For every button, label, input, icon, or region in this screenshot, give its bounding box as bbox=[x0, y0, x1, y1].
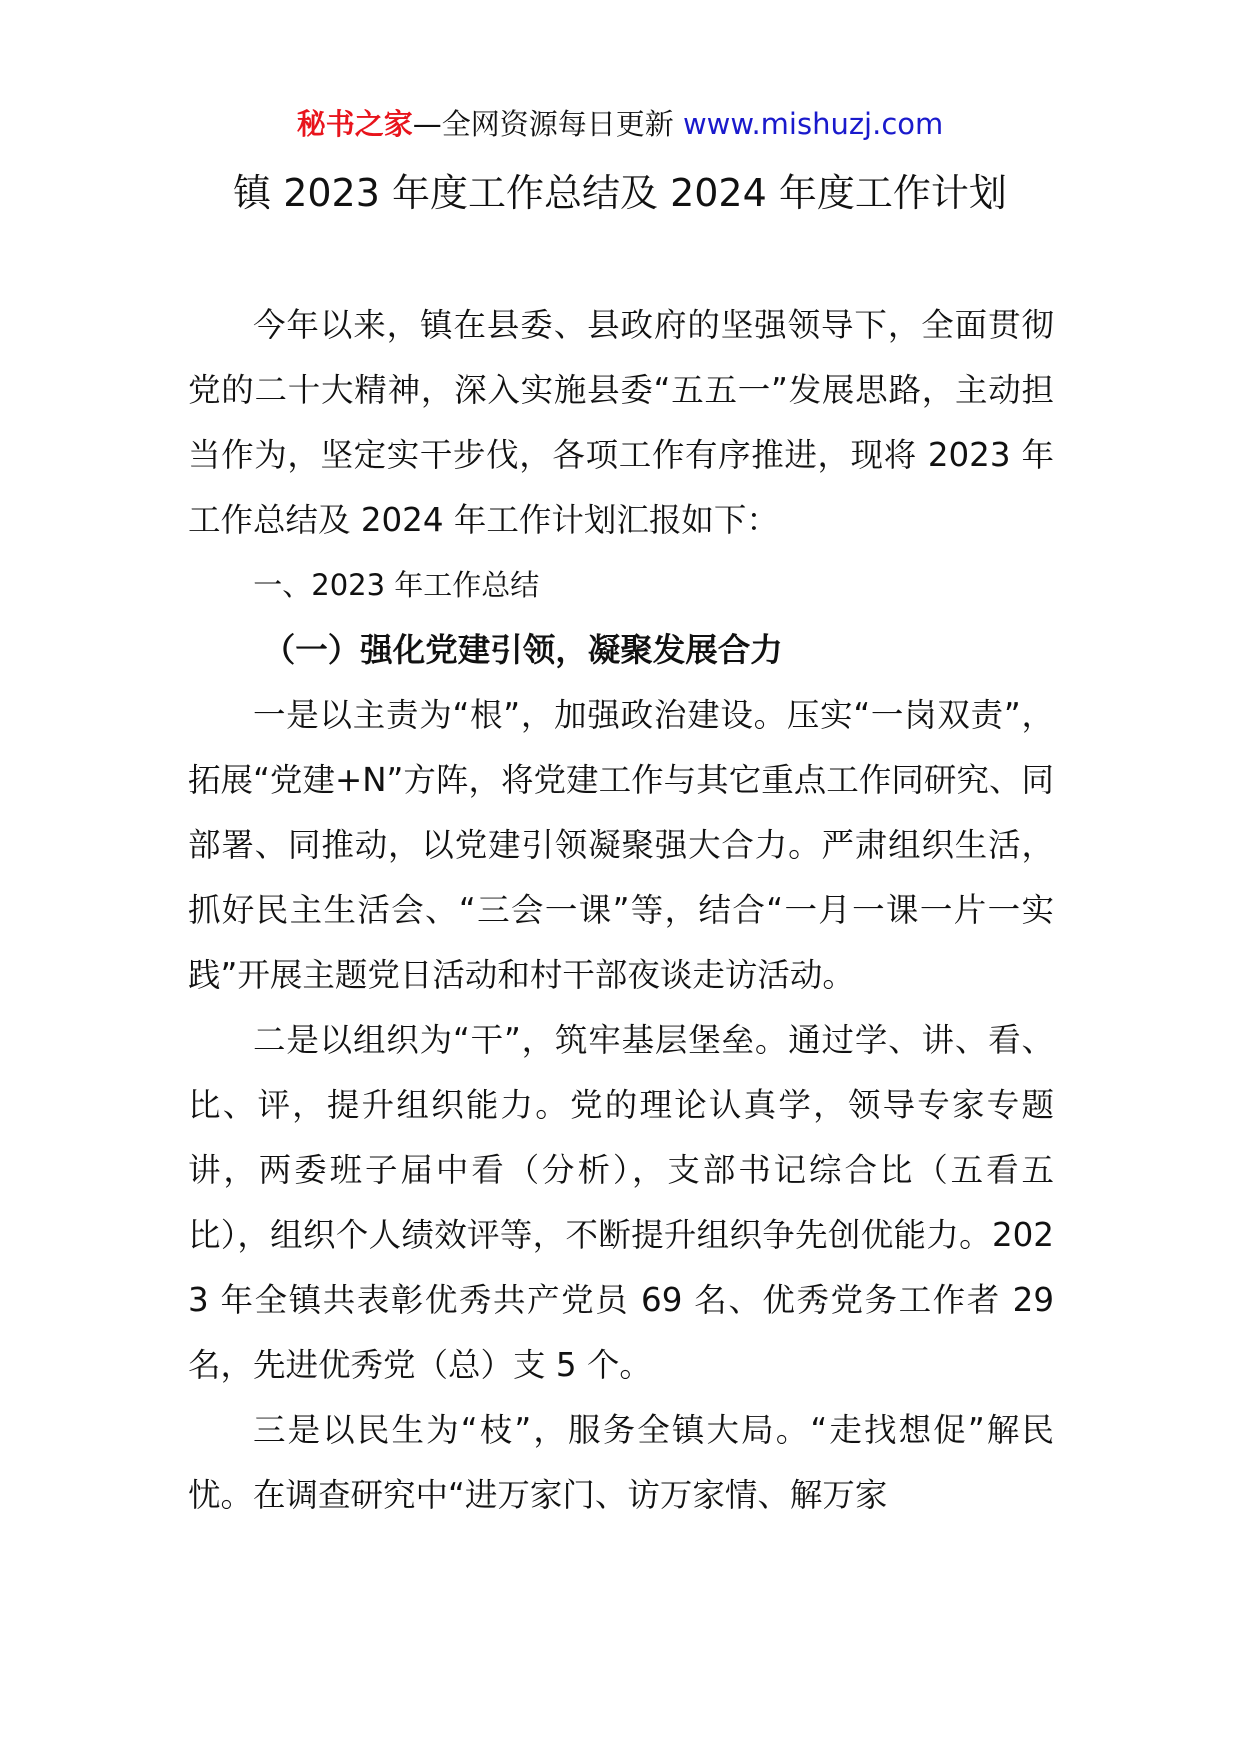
document-title: 镇 2023 年度工作总结及 2024 年度工作计划 bbox=[233, 171, 1007, 215]
document-body bbox=[188, 293, 1054, 1528]
intro-paragraph: 今年以来，镇在县委、县政府的坚强领导下，全面贯彻党的二十大精神，深入实施县委“五五一”发展思路，主动担当作为，坚定实干步伐，各项工作有序推进，现将 2023 年工作总结及 2024 年工作计划汇报如下： bbox=[188, 306, 1054, 539]
brand-name: 秘书之家 bbox=[296, 107, 413, 141]
site-header bbox=[0, 104, 1240, 144]
body-paragraph: 二是以组织为“干”，筑牢基层堡垒。通过学、讲、看、比、评，提升组织能力。党的理论认真学，领导专家专题讲，两委班子届中看（分析），支部书记综合比（五看五比），组织个人绩效评等，不断提升组织争先创优能力。2023 年全镇共表彰优秀共产党员 69 名、优秀党务工作者 29 名，先进优秀党（总）支 5 个。 bbox=[188, 1021, 1054, 1384]
section-heading: 一、2023 年工作总结 bbox=[253, 568, 540, 602]
body-paragraph: 一是以主责为“根”，加强政治建设。压实“一岗双责”，拓展“党建+N”方阵，将党建工作与其它重点工作同研究、同部署、同推动，以党建引领凝聚强大合力。严肃组织生活，抓好民主生活会、“三会一课”等，结合“一月一课一片一实践”开展主题党日活动和村干部夜谈走访活动。 bbox=[188, 696, 1054, 994]
site-slogan: —全网资源每日更新 bbox=[412, 107, 674, 141]
subsection-heading: （一）强化党建引领，凝聚发展合力 bbox=[262, 631, 783, 669]
body-paragraph: 三是以民生为“枝”，服务全镇大局。“走找想促”解民忧。在调查研究中“进万家门、访万家情、解万家 bbox=[188, 1411, 1054, 1514]
site-url-link[interactable]: www.mishuzj.com bbox=[682, 107, 944, 141]
